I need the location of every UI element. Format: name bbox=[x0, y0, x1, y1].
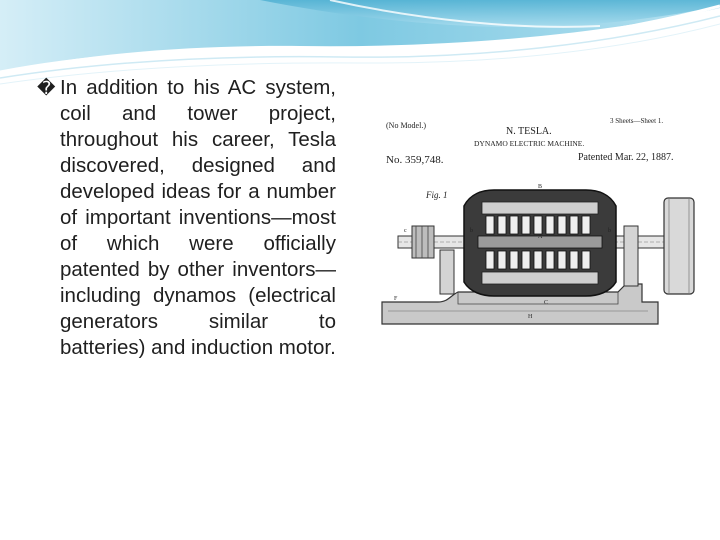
commutator bbox=[412, 226, 434, 258]
pulley bbox=[664, 198, 694, 294]
body-text-block bbox=[37, 75, 336, 361]
upper-coils bbox=[486, 216, 590, 234]
svg-text:c: c bbox=[404, 228, 407, 234]
svg-text:A: A bbox=[538, 234, 543, 240]
svg-text:B: B bbox=[538, 184, 543, 190]
figure-label: Fig. 1 bbox=[426, 190, 448, 200]
lower-coils bbox=[486, 251, 590, 269]
paragraph-text: In addition to his AC system, coil and tower project, throughout his career, Tesla discovered, designed and developed ideas for a number of important inventions—most of which were officially patented by other inventors—including dynamos (electrical generators similar to batteries) and induction motor. bbox=[60, 76, 336, 359]
svg-text:C: C bbox=[544, 300, 549, 306]
bullet-glyph: � bbox=[37, 78, 56, 98]
patent-title: DYNAMO ELECTRIC MACHINE. bbox=[474, 139, 585, 148]
patent-date: Patented Mar. 22, 1887. bbox=[578, 152, 674, 163]
patent-inventor: N. TESLA. bbox=[506, 126, 552, 137]
left-bearing bbox=[440, 250, 454, 294]
patent-model-label: (No Model.) bbox=[386, 121, 426, 130]
patent-sheets-label: 3 Sheets—Sheet 1. bbox=[610, 117, 664, 125]
svg-text:H: H bbox=[528, 314, 533, 320]
svg-text:b: b bbox=[470, 228, 473, 234]
patent-number: No. 359,748. bbox=[386, 154, 444, 166]
patent-drawing bbox=[378, 106, 702, 346]
svg-text:b: b bbox=[608, 228, 611, 234]
right-bearing bbox=[624, 226, 638, 286]
svg-text:F: F bbox=[394, 296, 398, 302]
